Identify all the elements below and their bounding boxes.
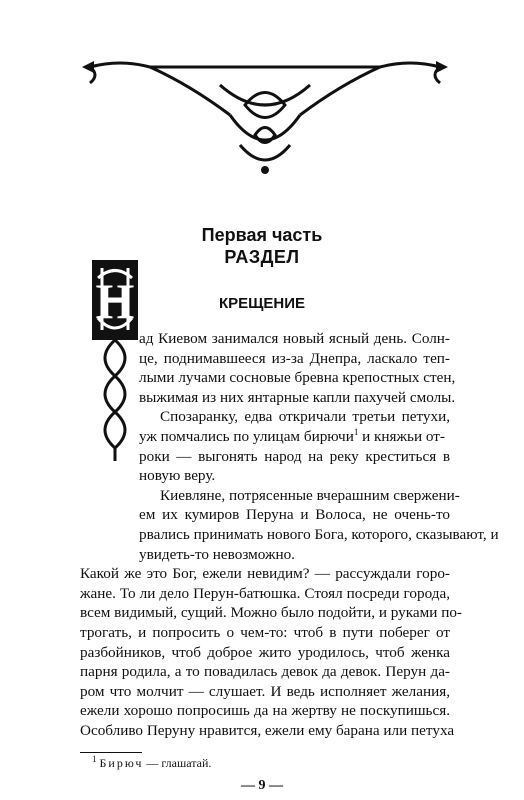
body-line: увидеть-то невозможно.	[139, 545, 295, 563]
drop-cap-letter: Н	[95, 273, 135, 329]
body-line: ежели хорошо попросишь да на жертву не поскупишься.	[80, 702, 450, 720]
body-line: роки — выгонять народ на реку креститься в	[139, 447, 450, 465]
footnote	[92, 754, 211, 771]
body-line	[139, 427, 450, 447]
body-line: це, поднимавшееся из-за Днепра, ласкало теп-	[139, 349, 450, 367]
footnote-word: Бирюч	[99, 756, 144, 770]
body-line: Киевляне, потрясенные вчерашним свержени-	[160, 486, 460, 504]
body-line: новую веру.	[139, 467, 216, 485]
body-line: Спозаранку, едва откричали третьи петухи,	[160, 408, 450, 426]
body-line: ад Киевом занимался новый ясный день. Солн-	[139, 330, 450, 347]
body-line: ром что молчит — слушает. И ведь исполняет желания,	[80, 682, 450, 700]
body-line: ем их кумиров Перуна и Волоса, не очень-то	[139, 506, 450, 524]
body-line: разбойников, чтоб доброе жито уродилось, чтоб женка	[80, 643, 450, 661]
page-number: — 9 —	[241, 778, 283, 793]
body-line-part: уж помчались по улицам бирючи	[139, 428, 354, 445]
footnote-number: 1	[92, 754, 97, 764]
body-line: рвались принимать нового Бога, которого, сказывают, и	[139, 526, 499, 543]
part-title: Первая часть	[201, 225, 323, 245]
footnote-rule	[80, 752, 142, 753]
section-title: РАЗДЕЛ	[224, 247, 300, 267]
body-line: Какой же это Бог, ежели невидим? — рассуждали горо-	[80, 565, 450, 583]
body-line: жане. То ли дело Перун-батюшка. Стоял посреди города,	[80, 584, 450, 602]
body-line: парня родила, а то повадилась девок да девок. Перун да-	[80, 663, 450, 681]
body-line: всем видимый, сущий. Можно было подойти, и руками по-	[80, 604, 462, 622]
body-line: выжимая из них янтарные капли пахучей смолы.	[139, 388, 456, 406]
body-line: лыми лучами сосновые бревна крепостных стен,	[139, 369, 456, 387]
body-line: трогать, и попросить о чем-то: чтоб в пути поберег от	[80, 624, 450, 641]
chapter-title: КРЕЩЕНИЕ	[218, 295, 306, 312]
body-line: Особливо Перуну нравится, ежели ему барана или петуха	[80, 722, 455, 739]
footnote-text: — глашатай.	[143, 756, 212, 770]
footnote-marker: 1	[353, 426, 359, 437]
body-line-part: и княжьи от-	[362, 428, 445, 445]
